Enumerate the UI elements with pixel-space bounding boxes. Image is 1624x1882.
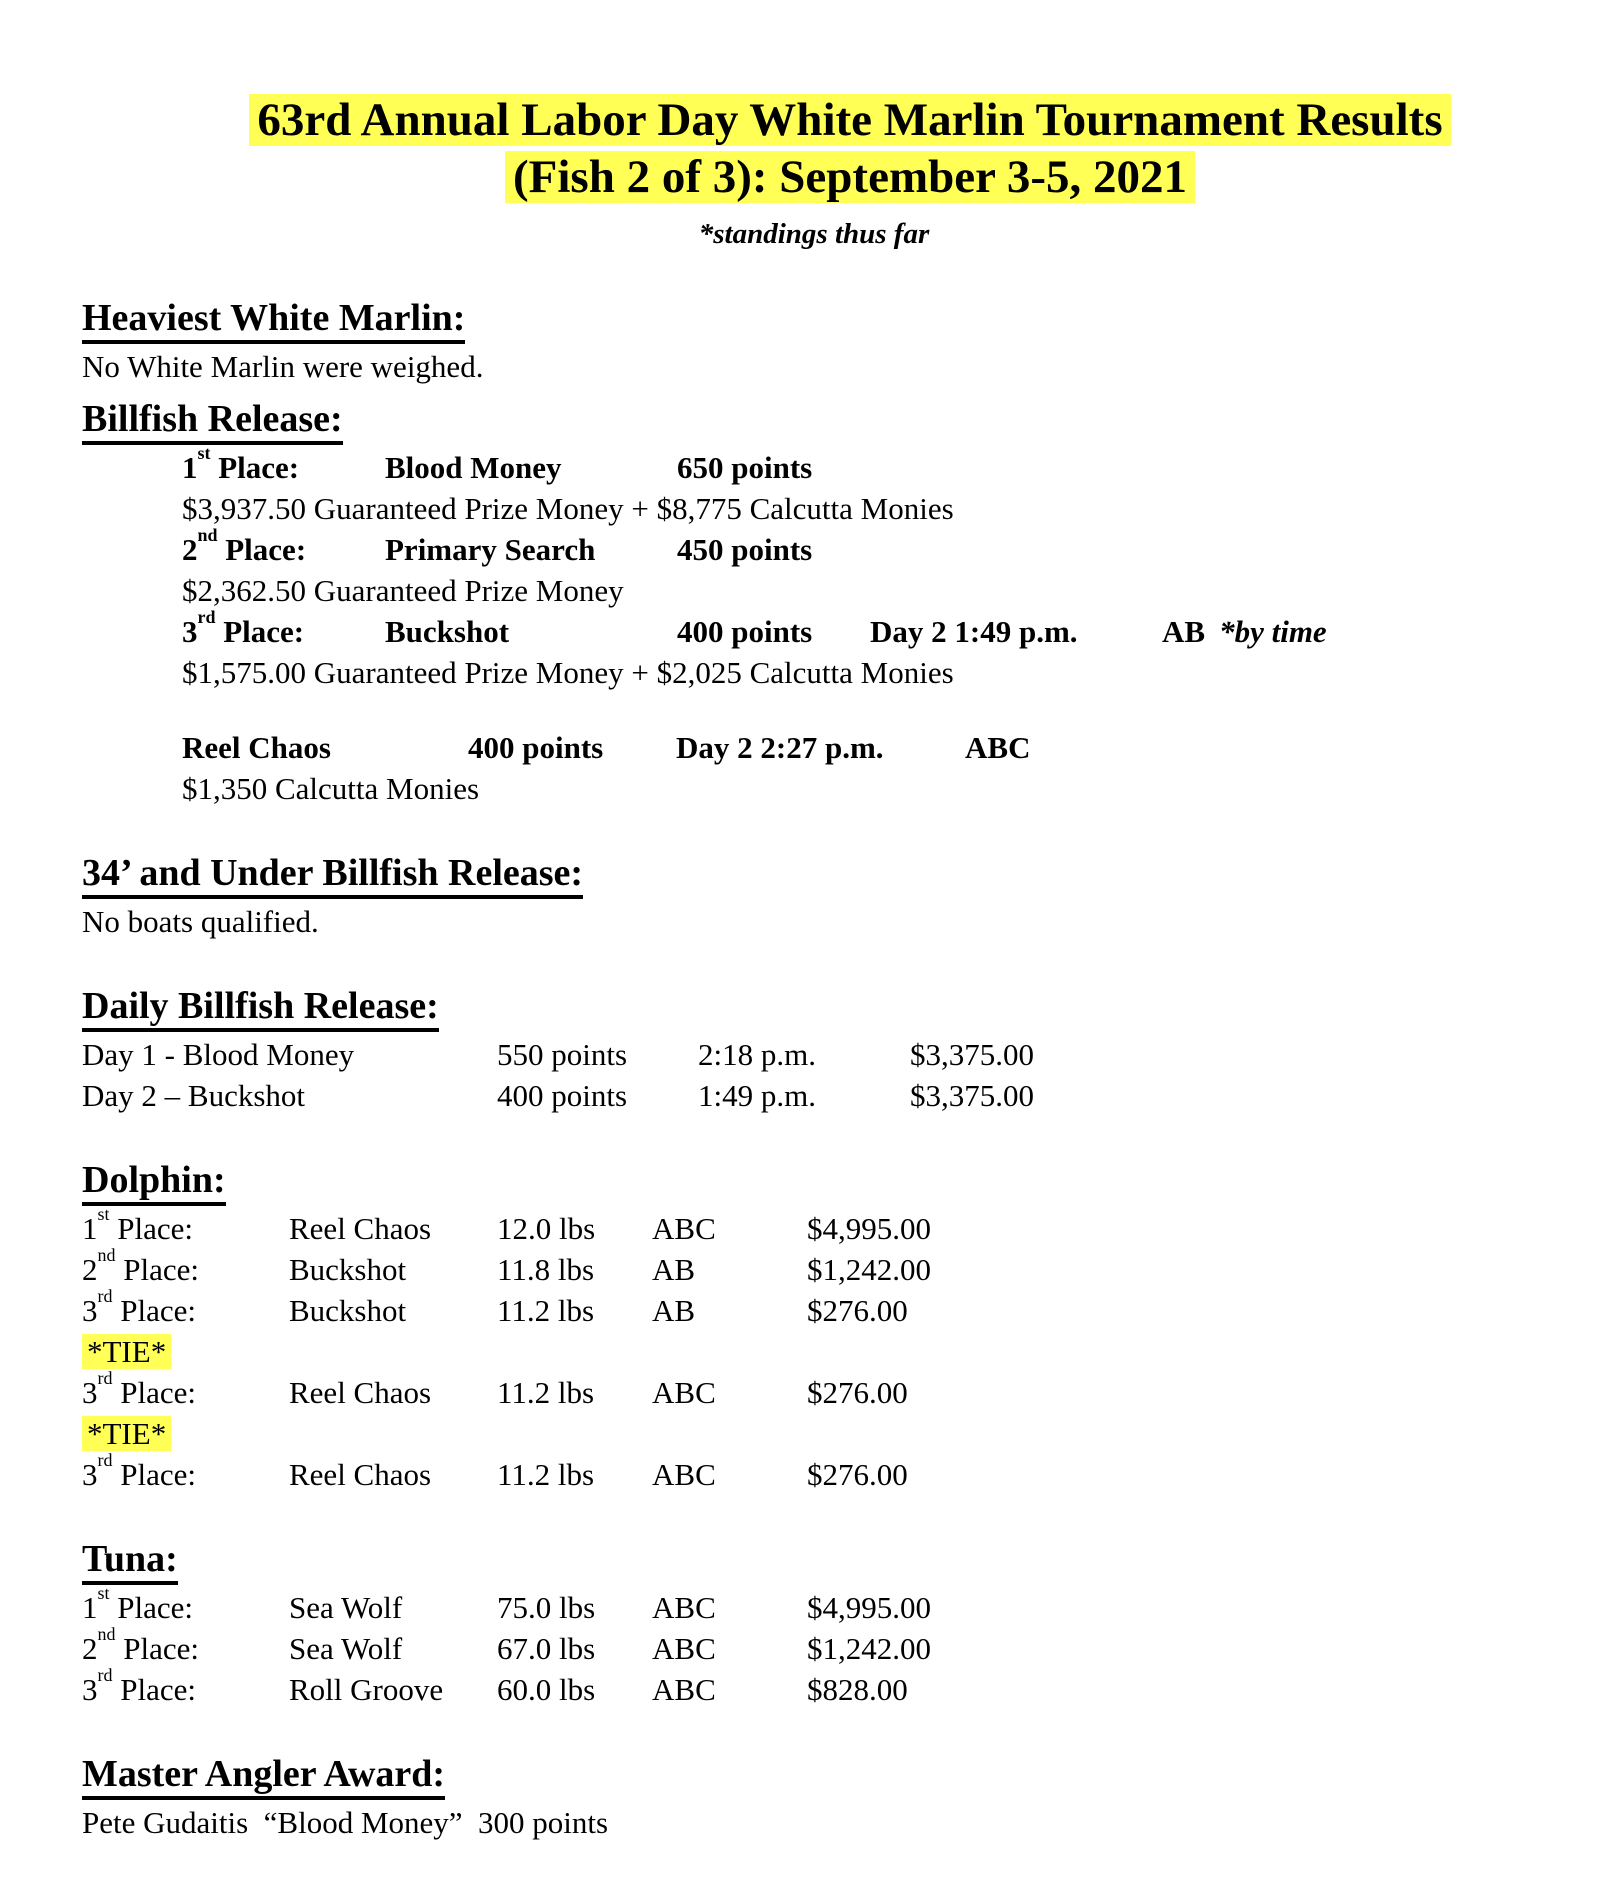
money-value: $276.00: [807, 1375, 908, 1410]
release-letters: ABC: [965, 730, 1031, 765]
billfish-second-prize: $2,362.50 Guaranteed Prize Money: [182, 573, 624, 608]
heading-tuna: Tuna:: [82, 1539, 1546, 1585]
dolphin-row: [82, 1244, 1546, 1290]
money-value: $4,995.00: [807, 1590, 931, 1625]
boat-name: Reel Chaos: [289, 1457, 432, 1492]
billfish-extra-row: [182, 727, 1546, 768]
time-value: 1:49 p.m.: [698, 1078, 816, 1113]
place-label: 2nd Place:: [82, 1623, 199, 1666]
ordinal-suffix: rd: [197, 606, 216, 627]
release-letters: ABC: [652, 1672, 716, 1707]
heading-34-under-billfish-release: 34’ and Under Billfish Release:: [82, 853, 1546, 899]
dolphin-row: [82, 1203, 1546, 1249]
boat-name: Buckshot: [385, 614, 510, 649]
boat-name: Buckshot: [289, 1293, 407, 1328]
boat-name: Sea Wolf: [289, 1590, 403, 1625]
under34-body: No boats qualified.: [82, 904, 319, 939]
weight-value: 75.0 lbs: [497, 1590, 596, 1625]
day-boat: Day 1 - Blood Money: [82, 1037, 355, 1072]
heading-dolphin: Dolphin:: [82, 1160, 1546, 1206]
billfish-second-place-row: [182, 524, 1546, 570]
billfish-extra-prize: $1,350 Calcutta Monies: [182, 771, 480, 806]
weight-value: 11.2 lbs: [497, 1293, 595, 1328]
place-label: 3rd Place:: [82, 1449, 196, 1492]
place-label: 2nd Place:: [182, 524, 307, 567]
money-value: $3,375.00: [910, 1078, 1034, 1113]
by-time-note: *by time: [1219, 614, 1327, 649]
boat-name: Roll Groove: [289, 1672, 444, 1707]
ordinal-suffix: st: [197, 442, 211, 463]
daily-row: [82, 1075, 1546, 1116]
dolphin-row: [82, 1285, 1546, 1331]
heading-billfish-release: Billfish Release:: [82, 399, 1546, 445]
tie-marker: *TIE*: [82, 1331, 1546, 1372]
heading-heaviest-white-marlin: Heaviest White Marlin:: [82, 298, 1546, 344]
title-line-2: [118, 149, 1582, 206]
tuna-row: [82, 1582, 1546, 1628]
title-line-1-highlight: 63rd Annual Labor Day White Marlin Tournament Results: [249, 94, 1450, 146]
place-label: 1st Place:: [82, 1582, 193, 1625]
heaviest-white-marlin-body: No White Marlin were weighed.: [82, 349, 484, 384]
ordinal-suffix: rd: [97, 1449, 113, 1470]
billfish-first-prize: $3,937.50 Guaranteed Prize Money + $8,775 Calcutta Monies: [182, 491, 954, 526]
money-value: $3,375.00: [910, 1037, 1034, 1072]
tie-marker: *TIE*: [82, 1413, 1546, 1454]
money-value: $828.00: [807, 1672, 908, 1707]
points-value: 450 points: [677, 532, 813, 567]
money-value: $1,242.00: [807, 1631, 931, 1666]
billfish-first-place-row: [182, 442, 1546, 488]
release-letters: ABC: [652, 1375, 716, 1410]
day-time-value: Day 2 1:49 p.m.: [870, 614, 1078, 649]
place-label: 3rd Place:: [82, 1664, 196, 1707]
title-line-1: [118, 92, 1582, 149]
points-value: 400 points: [497, 1078, 628, 1113]
weight-value: 11.2 lbs: [497, 1375, 595, 1410]
weight-value: 60.0 lbs: [497, 1672, 596, 1707]
ordinal-suffix: nd: [197, 524, 218, 545]
place-label: 1st Place:: [82, 1203, 193, 1246]
billfish-third-place-row: [182, 606, 1546, 652]
place-label: 3rd Place:: [82, 1285, 196, 1328]
money-value: $4,995.00: [807, 1211, 931, 1246]
ordinal-suffix: nd: [97, 1244, 116, 1265]
dolphin-row: [82, 1449, 1546, 1495]
boat-name: Reel Chaos: [289, 1211, 432, 1246]
money-value: $1,242.00: [807, 1252, 931, 1287]
ordinal-suffix: rd: [97, 1664, 113, 1685]
billfish-third-prize: $1,575.00 Guaranteed Prize Money + $2,025 Calcutta Monies: [182, 655, 954, 690]
time-value: 2:18 p.m.: [698, 1037, 816, 1072]
place-label: 2nd Place:: [82, 1244, 199, 1287]
blank-line: [182, 693, 1546, 727]
heading-master-angler-award: Master Angler Award:: [82, 1754, 1546, 1800]
dolphin-row: [82, 1367, 1546, 1413]
release-letters: ABC: [652, 1457, 716, 1492]
day-boat: Day 2 – Buckshot: [82, 1078, 306, 1113]
ordinal-suffix: st: [97, 1203, 110, 1224]
money-value: $276.00: [807, 1457, 908, 1492]
money-value: $276.00: [807, 1293, 908, 1328]
points-value: 550 points: [497, 1037, 628, 1072]
release-letters: ABC: [652, 1211, 716, 1246]
release-letters: ABC: [652, 1631, 716, 1666]
ordinal-suffix: nd: [97, 1623, 116, 1644]
title-line-2-highlight: (Fish 2 of 3): September 3-5, 2021: [505, 151, 1195, 203]
boat-name: Sea Wolf: [289, 1631, 403, 1666]
billfish-release-block: [182, 442, 1546, 809]
boat-name: Buckshot: [289, 1252, 407, 1287]
boat-name: Reel Chaos: [182, 730, 331, 765]
place-label: 3rd Place:: [182, 606, 305, 649]
boat-name: Blood Money: [385, 450, 562, 485]
place-label: 3rd Place:: [82, 1367, 196, 1410]
release-letters: AB: [1162, 614, 1206, 649]
master-angler-body: Pete Gudaitis “Blood Money” 300 points: [82, 1805, 609, 1840]
weight-value: 11.8 lbs: [497, 1252, 595, 1287]
heading-daily-billfish-release: Daily Billfish Release:: [82, 986, 1546, 1032]
release-letters: ABC: [652, 1590, 716, 1625]
points-value: 400 points: [677, 614, 813, 649]
release-letters: AB: [652, 1293, 696, 1328]
standings-note: *standings thus far: [698, 218, 930, 250]
ordinal-suffix: rd: [97, 1367, 113, 1388]
release-letters: AB: [652, 1252, 696, 1287]
daily-row: [82, 1034, 1546, 1075]
boat-name: Reel Chaos: [289, 1375, 432, 1410]
weight-value: 11.2 lbs: [497, 1457, 595, 1492]
boat-name: Primary Search: [385, 532, 596, 567]
weight-value: 12.0 lbs: [497, 1211, 596, 1246]
document-title: [118, 92, 1582, 206]
day-time-value: Day 2 2:27 p.m.: [676, 730, 884, 765]
ordinal-suffix: st: [97, 1582, 110, 1603]
place-label: 1st Place:: [182, 442, 300, 485]
tuna-row: [82, 1664, 1546, 1710]
points-value: 400 points: [468, 730, 604, 765]
ordinal-suffix: rd: [97, 1285, 113, 1306]
points-value: 650 points: [677, 450, 813, 485]
weight-value: 67.0 lbs: [497, 1631, 596, 1666]
tuna-row: [82, 1623, 1546, 1669]
